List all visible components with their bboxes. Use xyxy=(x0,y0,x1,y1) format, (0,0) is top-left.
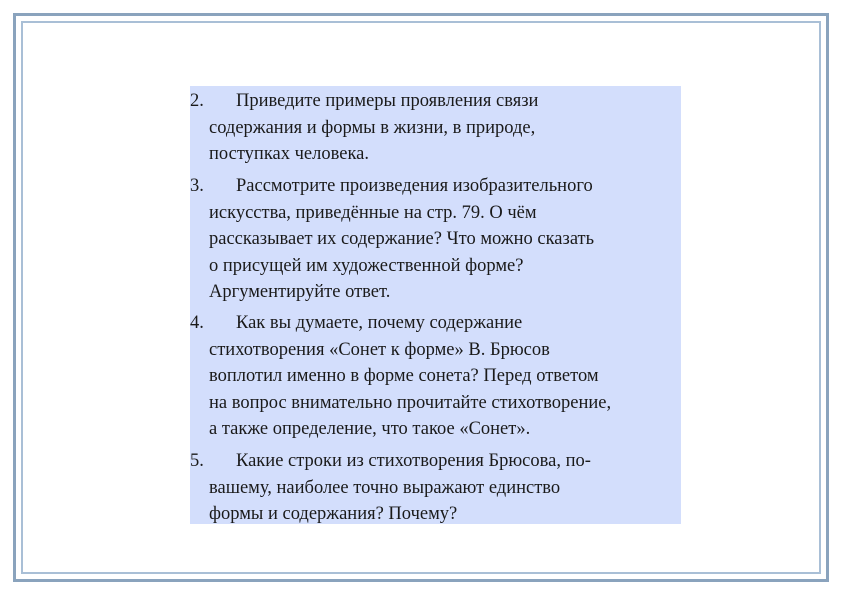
question-number: 5. xyxy=(190,451,204,471)
question-text-line: содержания и формы в жизни, в природе, xyxy=(209,117,536,138)
question-panel xyxy=(190,86,681,524)
question-text-line: поступках человека. xyxy=(209,144,369,164)
question-text-line: рассказывает их содержание? Что можно сказать xyxy=(209,229,595,249)
question-text-line: Аргументируйте ответ. xyxy=(209,282,391,302)
question-text-line: Какие строки из стихотворения Брюсова, по- xyxy=(236,451,591,471)
question-item-4 xyxy=(190,310,681,443)
question-text-line: Рассмотрите произведения изобразительного xyxy=(236,176,593,196)
question-text-line: искусства, приведённые на стр. 79. О чём xyxy=(209,202,537,223)
question-text-line: о присущей им художественной форме? xyxy=(209,255,524,276)
question-item-3 xyxy=(190,173,681,306)
question-item-2 xyxy=(190,88,681,168)
question-number: 3. xyxy=(190,176,204,196)
question-text-line: на вопрос внимательно прочитайте стихотворение, xyxy=(209,392,612,413)
question-text-line: формы и содержания? Почему? xyxy=(209,504,458,524)
question-text-line: воплотил именно в форме сонета? Перед ответом xyxy=(209,366,599,386)
question-text-line: вашему, наиболее точно выражают единство xyxy=(209,477,561,498)
question-text-line: стихотворения «Сонет к форме» В. Брюсов xyxy=(209,339,550,360)
question-text-line: Как вы думаете, почему содержание xyxy=(236,313,523,333)
question-number: 4. xyxy=(190,313,204,333)
question-number: 2. xyxy=(190,91,204,111)
question-text-line: Приведите примеры проявления связи xyxy=(236,91,539,111)
question-text-line: а также определение, что такое «Сонет». xyxy=(209,419,531,439)
question-item-5 xyxy=(190,448,681,528)
